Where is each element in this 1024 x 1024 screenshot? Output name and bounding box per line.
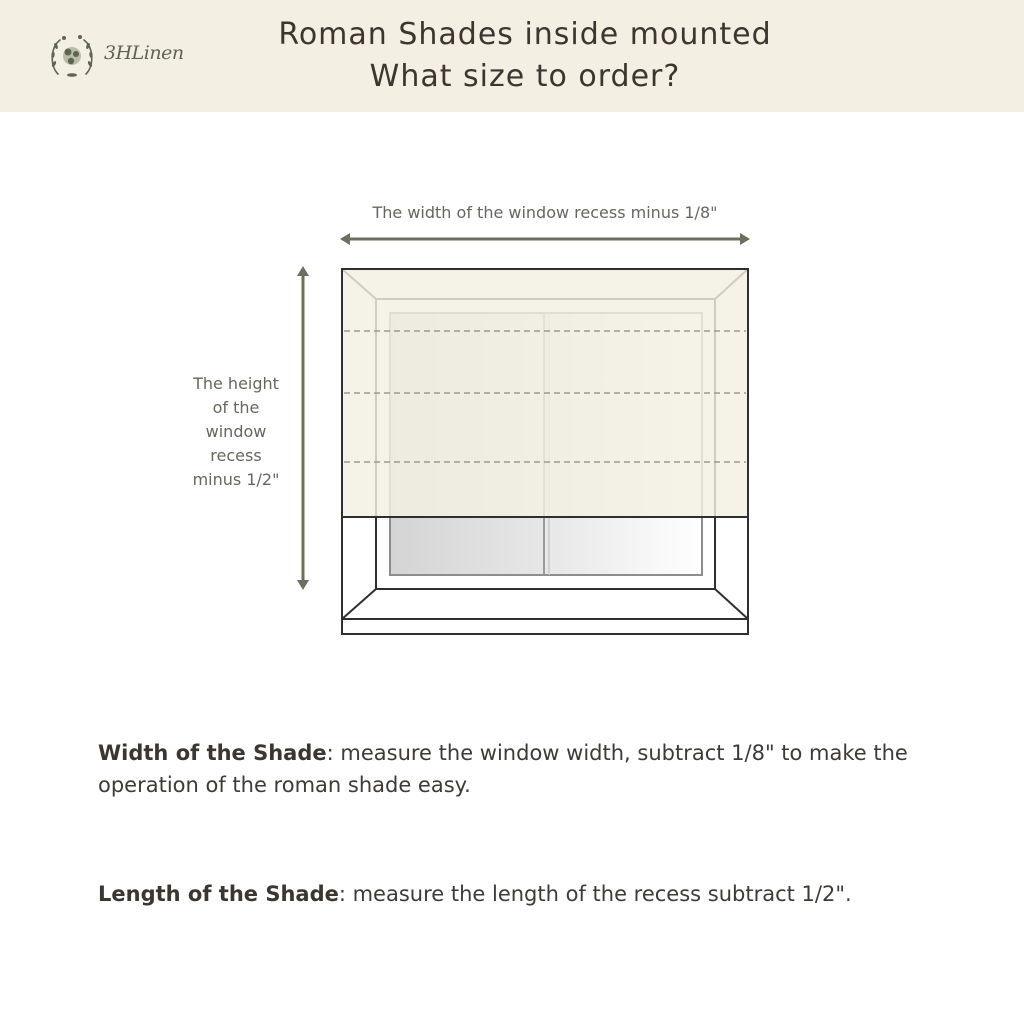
width-instruction: [98, 737, 928, 801]
height-label-line: window: [205, 422, 267, 441]
brand-name: 3HLinen: [104, 42, 184, 64]
title-line-2: What size to order?: [369, 59, 681, 94]
height-label-line: recess: [210, 446, 262, 465]
height-label-line: minus 1/2": [192, 470, 280, 489]
length-instruction-term: Length of the Shade: [98, 882, 339, 906]
width-instruction-text: : measure the window width, subtract 1/8" to make the operation of the roman shade easy.: [98, 741, 908, 797]
height-label-line: The height: [193, 374, 279, 393]
width-arrow: [340, 233, 750, 245]
title-line-1: Roman Shades inside mounted: [278, 17, 772, 52]
height-label-line: of the: [212, 398, 260, 417]
length-instruction-text: : measure the length of the recess subtract 1/2".: [338, 882, 852, 906]
height-label: [176, 372, 296, 492]
height-arrow: [297, 266, 309, 590]
length-instruction: [98, 878, 928, 910]
width-label: The width of the window recess minus 1/8": [372, 203, 718, 222]
width-instruction-term: Width of the Shade: [98, 741, 327, 765]
window-sill: [342, 619, 748, 634]
roman-shade: [342, 269, 748, 517]
